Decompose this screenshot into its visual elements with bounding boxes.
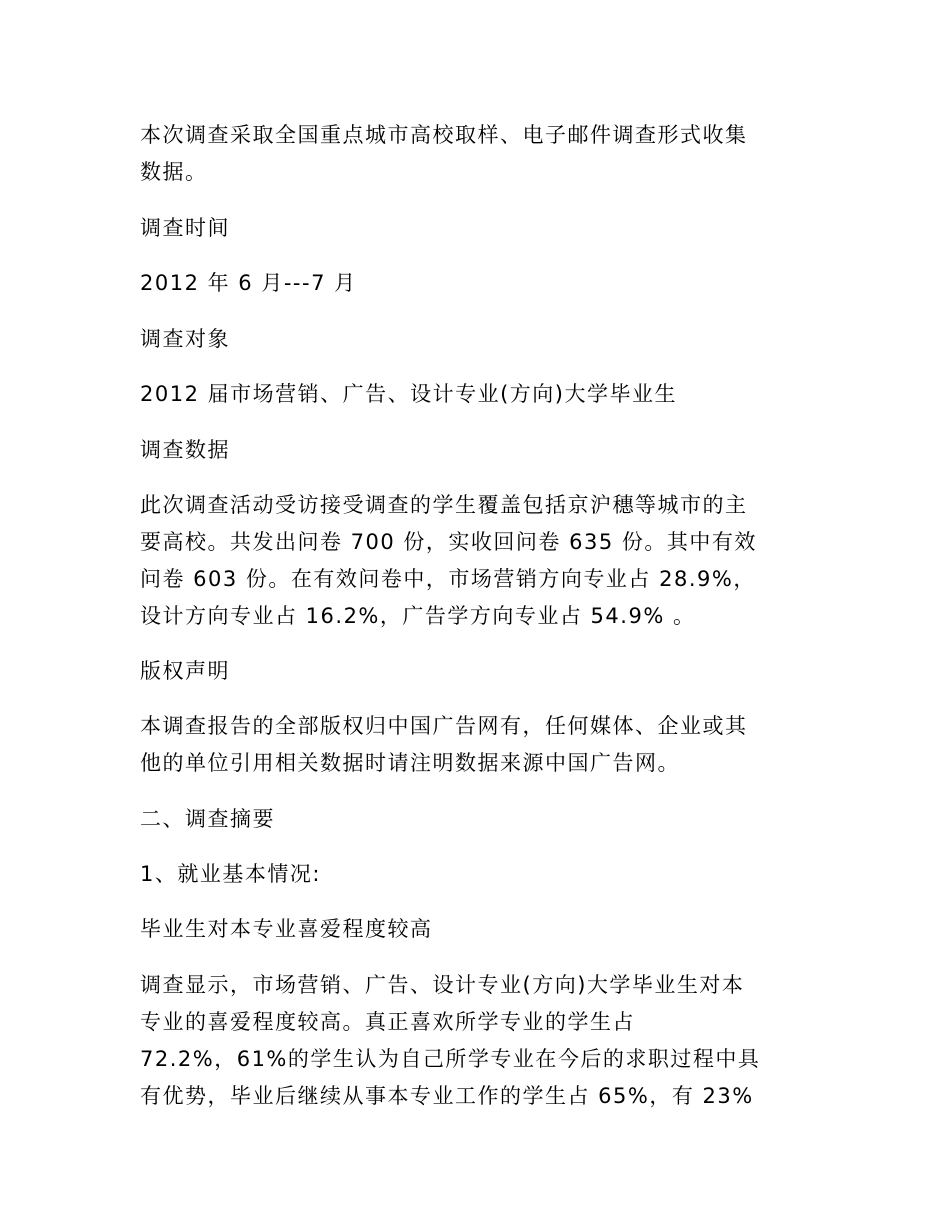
paragraph-copyright-line-1: 本调查报告的全部版权归中国广告网有，任何媒体、企业或其	[140, 714, 748, 738]
paragraph-survey-data-line-4: 设计方向专业占 16.2%，广告学方向专业占 54.9% 。	[140, 604, 696, 628]
paragraph-survey-method-line-2: 数据。	[140, 160, 208, 184]
paragraph-survey-data-line-2: 要高校。共发出问卷 700 份，实收回问卷 635 份。其中有效	[140, 530, 757, 554]
heading-survey-data: 调查数据	[140, 438, 230, 462]
paragraph-survey-time: 2012 年 6 月---7 月	[140, 271, 357, 295]
heading-preference: 毕业生对本专业喜爱程度较高	[140, 917, 433, 941]
paragraph-survey-data-line-1: 此次调查活动受访接受调查的学生覆盖包括京沪穗等城市的主	[140, 493, 748, 517]
paragraph-survey-data-line-3: 问卷 603 份。在有效问卷中，市场营销方向专业占 28.9%，	[140, 567, 756, 591]
paragraph-survey-subject: 2012 届市场营销、广告、设计专业(方向)大学毕业生	[140, 382, 678, 406]
paragraph-survey-method-line-1: 本次调查采取全国重点城市高校取样、电子邮件调查形式收集	[140, 123, 748, 147]
heading-survey-subject: 调查对象	[140, 327, 230, 351]
paragraph-preference-line-4: 有优势，毕业后继续从事本专业工作的学生占 65%，有 23%	[140, 1084, 754, 1108]
heading-copyright: 版权声明	[140, 659, 230, 683]
paragraph-copyright-line-2: 他的单位引用相关数据时请注明数据来源中国广告网。	[140, 751, 680, 775]
paragraph-preference-line-3: 72.2%，61%的学生认为自己所学专业在今后的求职过程中具	[140, 1047, 761, 1071]
paragraph-preference-line-2: 专业的喜爱程度较高。真正喜欢所学专业的学生占	[140, 1010, 635, 1034]
paragraph-preference-line-1: 调查显示，市场营销、广告、设计专业(方向)大学毕业生对本	[140, 973, 745, 997]
heading-survey-time: 调查时间	[140, 216, 230, 240]
heading-employment: 1、就业基本情况:	[140, 862, 321, 886]
heading-summary: 二、调查摘要	[140, 807, 275, 831]
